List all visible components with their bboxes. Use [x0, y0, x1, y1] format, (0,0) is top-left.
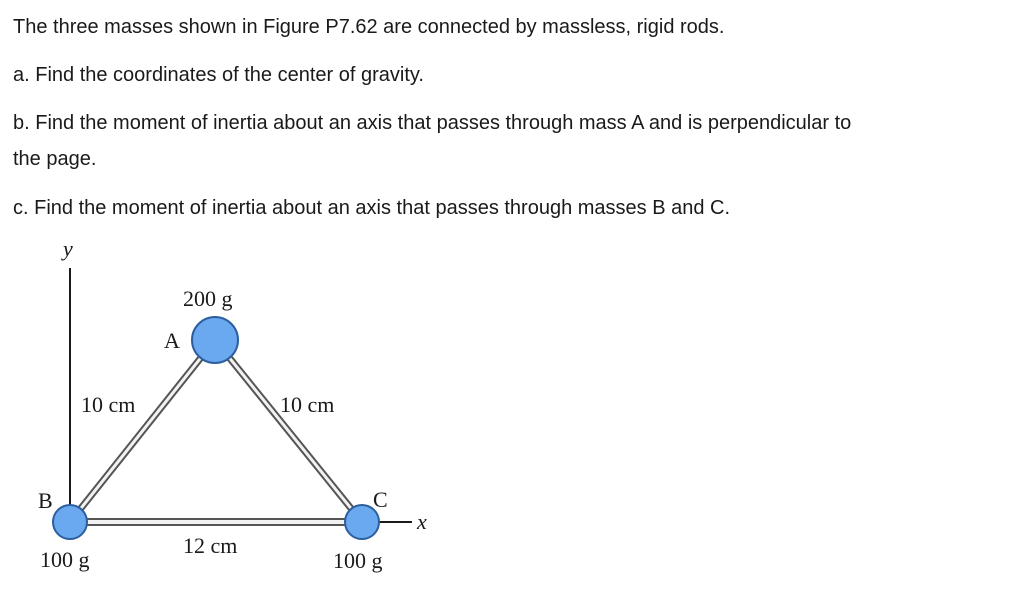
problem-intro: The three masses shown in Figure P7.62 are connected by massless, rigid rods.	[13, 16, 725, 38]
rod-ac	[215, 340, 362, 522]
mass-c-label: C	[373, 487, 388, 512]
mass-b-value: 100 g	[40, 547, 90, 572]
mass-b-label: B	[38, 488, 53, 513]
mass-c-value: 100 g	[333, 548, 383, 573]
part-b-question-line1: b. Find the moment of inertia about an axis that passes through mass A and is perpendicular to	[13, 112, 852, 134]
part-c-question: c. Find the moment of inertia about an axis that passes through masses B and C.	[13, 197, 731, 219]
mass-b-ball	[53, 505, 87, 539]
rod-ab	[70, 340, 215, 522]
mass-a-label: A	[164, 328, 180, 353]
mass-a-ball	[192, 317, 238, 363]
part-b-question-line2: the page.	[13, 148, 97, 170]
x-axis-label: x	[417, 509, 427, 534]
mass-a-value: 200 g	[183, 286, 233, 311]
rod-bc-length: 12 cm	[183, 533, 238, 558]
part-a-question: a. Find the coordinates of the center of gravity.	[13, 64, 424, 86]
rod-ab-length: 10 cm	[81, 392, 136, 417]
figure-p7-62	[0, 230, 460, 590]
y-axis-label: y	[63, 236, 73, 261]
rod-ac-length: 10 cm	[280, 392, 335, 417]
